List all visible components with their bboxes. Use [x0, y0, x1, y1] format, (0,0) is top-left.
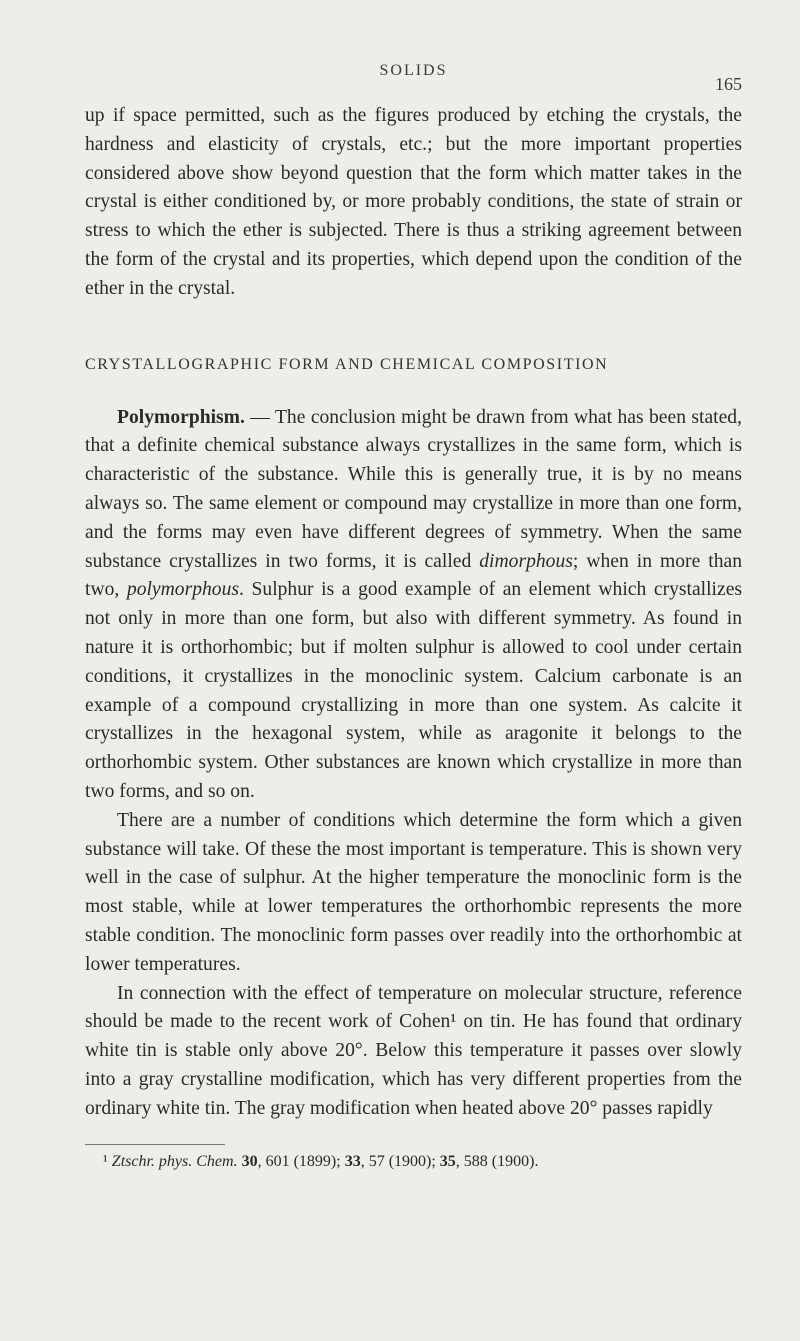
footnote-page-2: 57: [368, 1152, 385, 1170]
footnote-year-3: (1900): [491, 1152, 535, 1170]
footnote-divider: [85, 1144, 225, 1145]
footnote-vol-3: 35: [439, 1152, 456, 1170]
footnote-page-3: 588: [463, 1152, 488, 1170]
polymorphism-paragraph: [85, 404, 742, 807]
footnote-vol-2: 33: [344, 1152, 361, 1170]
conditions-paragraph: [85, 807, 742, 980]
footnote-year-2: (1900): [388, 1152, 432, 1170]
opening-paragraph-text: up if space permitted, such as the figures produced by etching the crystals, the hardness and elasticity of crystals, etc.; but the more important properties considered above show beyond question that the form which matter takes in the crystal is either conditioned by, or more probably conditions, the state of strain or stress to which the ether is subjected. There is thus a striking agreement between the form of the crystal and its properties, which depend upon the condition of the ether in the crystal.: [85, 105, 742, 299]
footnote-page-1: 601: [265, 1152, 290, 1170]
polymorphism-text: [85, 404, 742, 807]
temperature-text: In connection with the effect of temperature on molecular structure, reference should be made to the recent work of Cohen¹ on tin. He has found that ordinary white tin is stable only above 20°. Below this temperature it passes over slowly into a gray crystalline modification, which has very different properties from the ordinary white tin. The gray modification when heated above 20° passes rapidly: [85, 982, 742, 1119]
opening-paragraph: [85, 102, 742, 304]
polymorphism-body: — The conclusion might be drawn from what has been stated, that a definite chemical substance always crystallizes in the same form, which is characteristic of the substance. While this is generally true, it is by no means always so. The same element or compound may crystallize in more than one form, and the forms may even have different degrees of symmetry. When the same substance crystallizes in two forms, it is called dimorphous; when in more than two, polymorphous. Sulphur is a good example of an element which crystallizes not only in more than one form, but also with different symmetry. As found in nature it is orthorhombic; but if molten sulphur is allowed to cool under certain conditions, it crystallizes in the monoclinic system. Calcium carbonate is an example of a compound crystallizing in more than one system. As calcite it crystallizes in the hexagonal system, while as aragonite it belongs to the orthorhombic system. Other substances are known which crystallize in more than two forms, and so on.: [85, 406, 743, 802]
conditions-text: There are a number of conditions which determine the form which a given substance will take. Of these the most important is temperature. This is shown very well in the case of sulphur. At the higher temperature the monoclinic form is the most stable, while at lower temperatures the orthorhombic represents the more stable condition. The monoclinic form passes over readily into the orthorhombic at lower temperatures.: [85, 809, 742, 975]
run-in-heading: Polymorphism.: [117, 406, 245, 428]
footnote-year-1: (1899): [293, 1152, 337, 1170]
temperature-paragraph: [85, 980, 742, 1124]
footnote-journal: Ztschr. phys. Chem.: [111, 1152, 238, 1170]
section-heading: CRYSTALLOGRAPHIC FORM AND CHEMICAL COMPOSITION: [85, 355, 609, 373]
page-number: 165: [715, 74, 742, 94]
running-head: [85, 0, 742, 94]
running-title: SOLIDS: [379, 62, 448, 79]
footnote-marker: ¹: [103, 1152, 108, 1170]
footnote-vol-1: 30: [241, 1152, 258, 1170]
footnote: ¹ Ztschr. phys. Chem. 30, 601 (1899); 33, 57 (1900); 35, 588 (1900).: [103, 1152, 539, 1170]
